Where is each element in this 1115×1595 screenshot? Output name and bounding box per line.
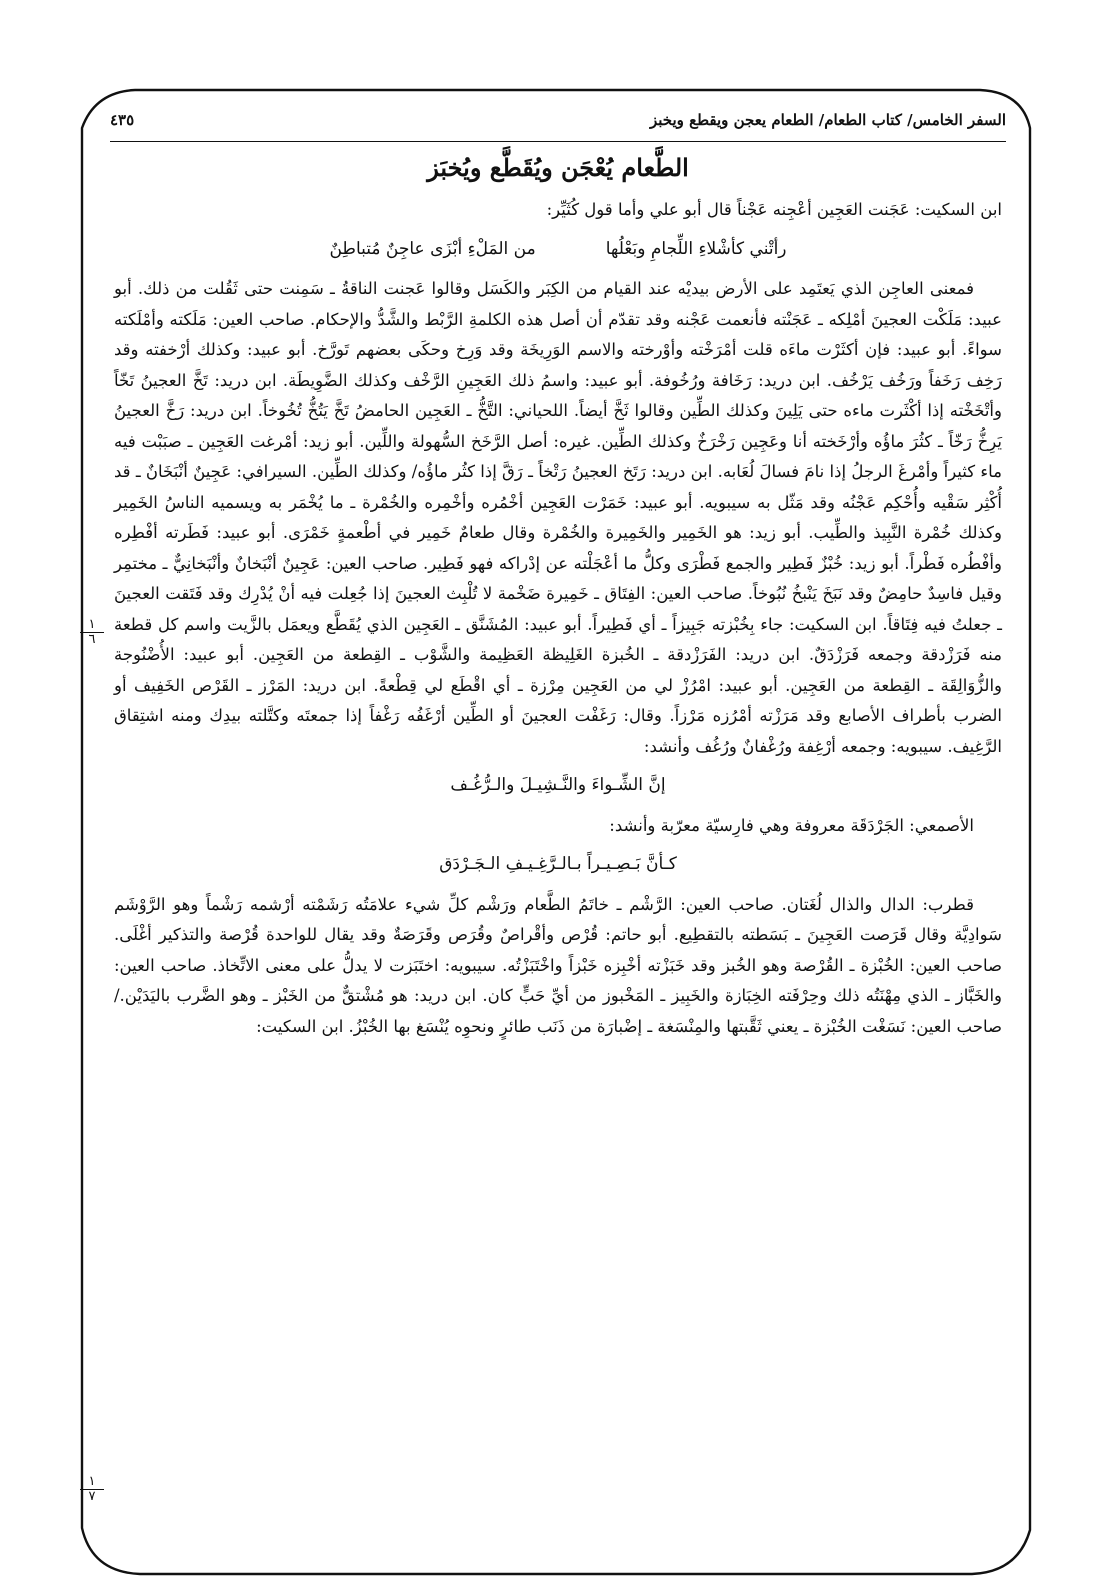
margin-mark-2-denominator: ٧ [88, 1489, 96, 1504]
margin-mark-2-numerator: ١ [80, 1475, 104, 1490]
paragraph-4: قطرب: الدال والذال لُغَتان. صاحب العين: الرَّشْم ـ خاتَمُ الطَّعام ورَشْم كلِّ شيء علامَتُه رَشَمْته أرْشمه رَشْماً وهو الرَّوْشَم سَوادِيَّة وقال قَرَصت العَجِينَ ـ بَسَطته بالتقطِيع. أبو حاتم: قُرْص وأقْراصٌ وقُرَص وقَرَصَةٌ وقد يقال للواحدة قُرْصة والتذكير أغْلَى. صاحب العين: الخُبْزة ـ القُرْصة وهو الخُبز وقد خَبَزْته أخْبِزه خَبْزاً واخْتَبَزْتُه. سيبويه: اختَبَزت لا يدلُّ على معنى الاتِّخاذ. صاحب العين: والخَبَّاز ـ الذي مِهْنَتُه ذلك وحِرْفَته الخِبَازة والخَبِيز ـ المَخْبوز من أيِّ حَبٍّ كان. ابن دريد: هو مُشْتقٌّ من الخَبْز ـ وهو الضَّرب باليَدَيْن./ صاحب العين: نَسَغْت الخُبْزة ـ يعني ثَقَّبتها والمِنْسَغة ـ إضْبارَة من ذَنَب طائرٍ ونحوِه يُنْسَغ بها الخُبْزُ. ابن السكيت: [114, 894, 1002, 1036]
running-header [110, 103, 1006, 137]
margin-mark-1-numerator: ١ [80, 618, 104, 633]
paragraph-2: فمعنى العاجِن الذي يَعتَمِد على الأرض بيديْه عند القيام من الكِبَر والكَسَل وقالوا عَجنت الناقةُ ـ سَمِنت حتى ثَقُلت من ذلك. أبو عبيد: مَلَكْت العجينَ أمْلِكه ـ عَجَنْته فأنعمت عَجْنه وقد تقدّم أن أصل هذه الكلمةِ الرَّبْط والشَّدُّ والإحكام. صاحب العين: مَلَكته وأمْلَكته سواءً. أبو عبيد: فإن أكثَرْت ماءَه قلت أمْرَخْته وأوْرخته والاسم الوَرِيخَة وقد وَرِخ وحكَى بعضهم تَورَّخ. أبو عبيد: وكذلك أرْخفته وقد رَخِف رَخَفاً ورَخُف يَرْخُف. ابن دريد: رَخَافة ورُخُوفة. أبو عبيد: واسمُ ذلك العَجِينِ الرَّخْف وكذلك الضَّوِيطَة. ابن دريد: تَخَّ العجينُ تَخّاً وأتْخَخْته إذا أكْثَرت ماءه حتى يَلِينَ وكذلك الطِّين وقالوا ثَخَّ أيضاً. اللحياني: التَّخُّ ـ العَجِين الحامضُ تَخَّ يَتُخُّ تُخُوخاً. ابن دريد: رَخَّ العجينُ يَرِخُّ رَخّاً ـ كثُرَ ماؤُه وأرْخَخته أنا وعَجِين رَخْرَخٌ وكذلك الطِّين. غيره: أصل الرَّخَخ السُّهولة واللِّين. أبو زيد: أمْرغت العَجِين ـ صبَبْت فيه ماء كثيراً وأمْرغَ الرجلُ إذا نامَ فسالَ لُعَابه. ابن دريد: رَتَخ العجينُ رَتْخاً ـ رَقَّ إذا كثُر ماؤُه/ وكذلك الطِّين. السيرافي: عَجِينٌ أنْبَخَانٌ ـ قد أُكْثِر سَقْيه وأُحْكِم عَجْنُه وقد مَثّل به سيبويه. أبو عبيد: خَمَرْت العَجِين أخْمُره وأخْمِره والخُمْرة ـ ما يُخْمَر به ويسميه الناسُ الخَمِير وكذلك خُمْرة النَّبِيذ والطِّيب. أبو زيد: هو الخَمِير والخَمِيرة والخُمْرة وقال طعامٌ خَمِير في أطْعمةٍ خَمْرَى. أبو عبيد: فَطَرته أفْطِره وأفْطُره فَطْراً. أبو زيد: خُبْزٌ فَطِير والجمع فَطْرَى وكلُّ ما أعْجَلْته عن إدْراكه فهو فَطِير. صاحب العين: عَجِينٌ أنْبَخانٌ وأنْبَخانِيٌّ ـ مختمِر وقيل فاسِدٌ حامِضٌ وقد نَبَخَ يَنْبخُ نُبُوخاً. صاحب العين: الفِتَاق ـ خَمِيرة ضَخْمة لا تُلْبِث العجينَ إذا جُعِلت فيه أنْ يُدْرِك وقد فَتَقت العجينَ ـ جعلتُ فيه فِتَاقاً. ابن السكيت: جاء بِخُبْزته جَبِيزاً ـ أي فَطِيراً. أبو عبيد: المُشَنَّق ـ العَجِين الذي يُقَطَّع ويعمَل بالزَّيت واسم كل قطعة منه فَرَزْدقة وجمعه فَرَزْدَقٌ. ابن دريد: الفَرَزْدقة ـ الخُبزة الغَلِيظة العَظِيمة والشَّوْب ـ القِطعة من العَجِين. أبو عبيد: الأُضْنُوجة والزُّوَالِقَة ـ القِطعة من العَجِين. أبو عبيد: امْرُزْ لي من العَجِين مِرْزة ـ أي اقْطَع لي قِطْعةً. ابن دريد: المَرْز ـ القَرْص الخَفِيف أو الضرب بأطراف الأصابع وقد مَرَزْته أمْرُزه مَرْزاً. وقال: رَغَفْت العجينَ أو الطِّين أرْغَفُه رَغْفاً إذا جمعتَه وكتَّلته بيدِك ومنه اشتِقاق الرَّغِيف. سيبويه: وجمعه أرْغِفة ورُغْفانٌ ورُغُف وأنشد: [114, 279, 1002, 756]
running-title: السفر الخامس/ كتاب الطعام/ الطعام يعجن ويقطع ويخبز [650, 111, 1006, 129]
body-text [114, 195, 1002, 1042]
margin-folio-mark-2 [80, 1475, 104, 1504]
verse-1 [114, 234, 1002, 265]
document-page [110, 95, 1006, 1565]
verse-1-second-hemistich: من المَلْءِ أبْزَى عاجِنٌ مُتباطِنٌ [329, 238, 536, 259]
verse-3: كـأنَّ بَـصِـيـراً بـالـرَّغِـيـفِ الـجَـرْدَق [439, 854, 677, 874]
section-title: الطَّعام يُعْجَن ويُقَطَّع ويُخبَز [427, 153, 689, 182]
verse-2: إنَّ الشِّـواءَ والنَّـشِيـلَ والـرُّغُـف [450, 775, 666, 795]
verse-1-first-hemistich: رأتْني كأشْلاءِ اللِّجامِ وبَعْلُها [605, 238, 787, 259]
margin-mark-1-denominator: ٦ [88, 632, 96, 647]
paragraph-3: الأصمعي: الجَرْدَقَة معروفة وهي فارِسيّة معرّبة وأنشد: [609, 815, 974, 835]
paragraph-1: ابن السكيت: عَجَنت العَجِين أعْجِنه عَجْناً قال أبو علي وأما قول كُثَيِّر: [546, 200, 1002, 219]
header-divider [110, 141, 1006, 142]
page-number: ٤٣٥ [110, 111, 135, 129]
margin-folio-mark-1 [80, 618, 104, 647]
